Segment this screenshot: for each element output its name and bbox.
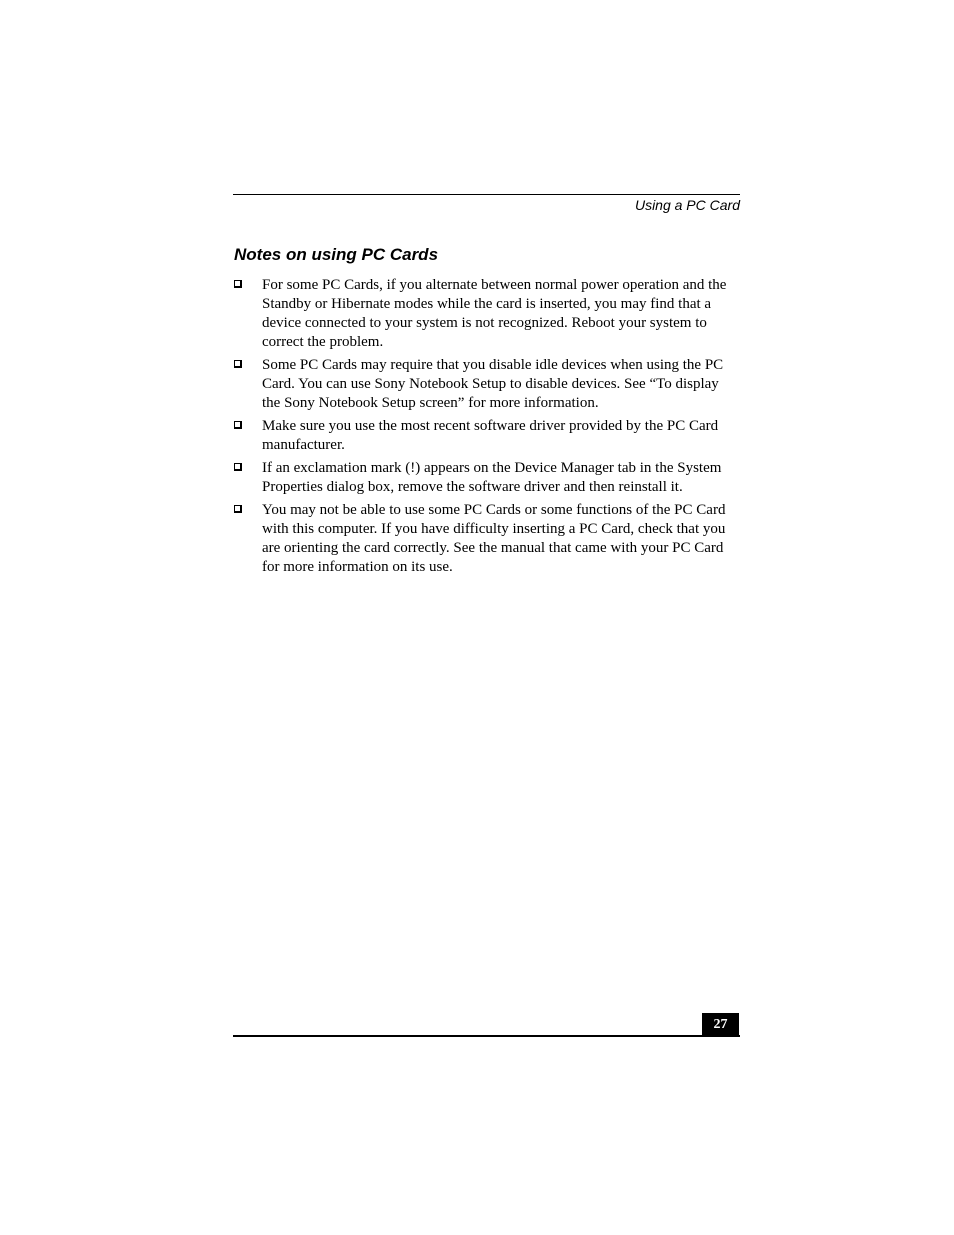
note-text: Some PC Cards may require that you disable idle devices when using the PC Card. You can use Sony Notebook Setup to disable devices. See “To display the Sony Notebook Setup screen” for more information. [262,357,724,411]
checkbox-bullet-icon [234,463,242,471]
note-text: You may not be able to use some PC Cards or some functions of the PC Card with this computer. If you have difficulty inserting a PC Card, check that you are orienting the card correctly. See the manual that came with your PC Card for more information on its use. [262,502,726,575]
section-title: Notes on using PC Cards [234,245,439,264]
list-item [234,276,740,352]
footer-rule [233,1035,740,1037]
list-item [234,356,740,413]
list-item [234,459,740,497]
note-text: For some PC Cards, if you alternate between normal power operation and the Standby or Hibernate modes while the card is inserted, you may find that a device connected to your system is not recognized. Reboot your system to correct the problem. [262,277,727,350]
checkbox-bullet-icon [234,360,242,368]
checkbox-bullet-icon [234,421,242,429]
note-text: If an exclamation mark (!) appears on the Device Manager tab in the System Properties dialog box, remove the software driver and then reinstall it. [262,460,722,495]
page-number: 27 [702,1013,739,1036]
note-text: Make sure you use the most recent software driver provided by the PC Card manufacturer. [262,418,719,453]
notes-list [234,276,740,581]
checkbox-bullet-icon [234,505,242,513]
list-item [234,417,740,455]
header-rule [233,194,740,195]
checkbox-bullet-icon [234,280,242,288]
running-head: Using a PC Card [634,197,740,213]
list-item [234,501,740,577]
